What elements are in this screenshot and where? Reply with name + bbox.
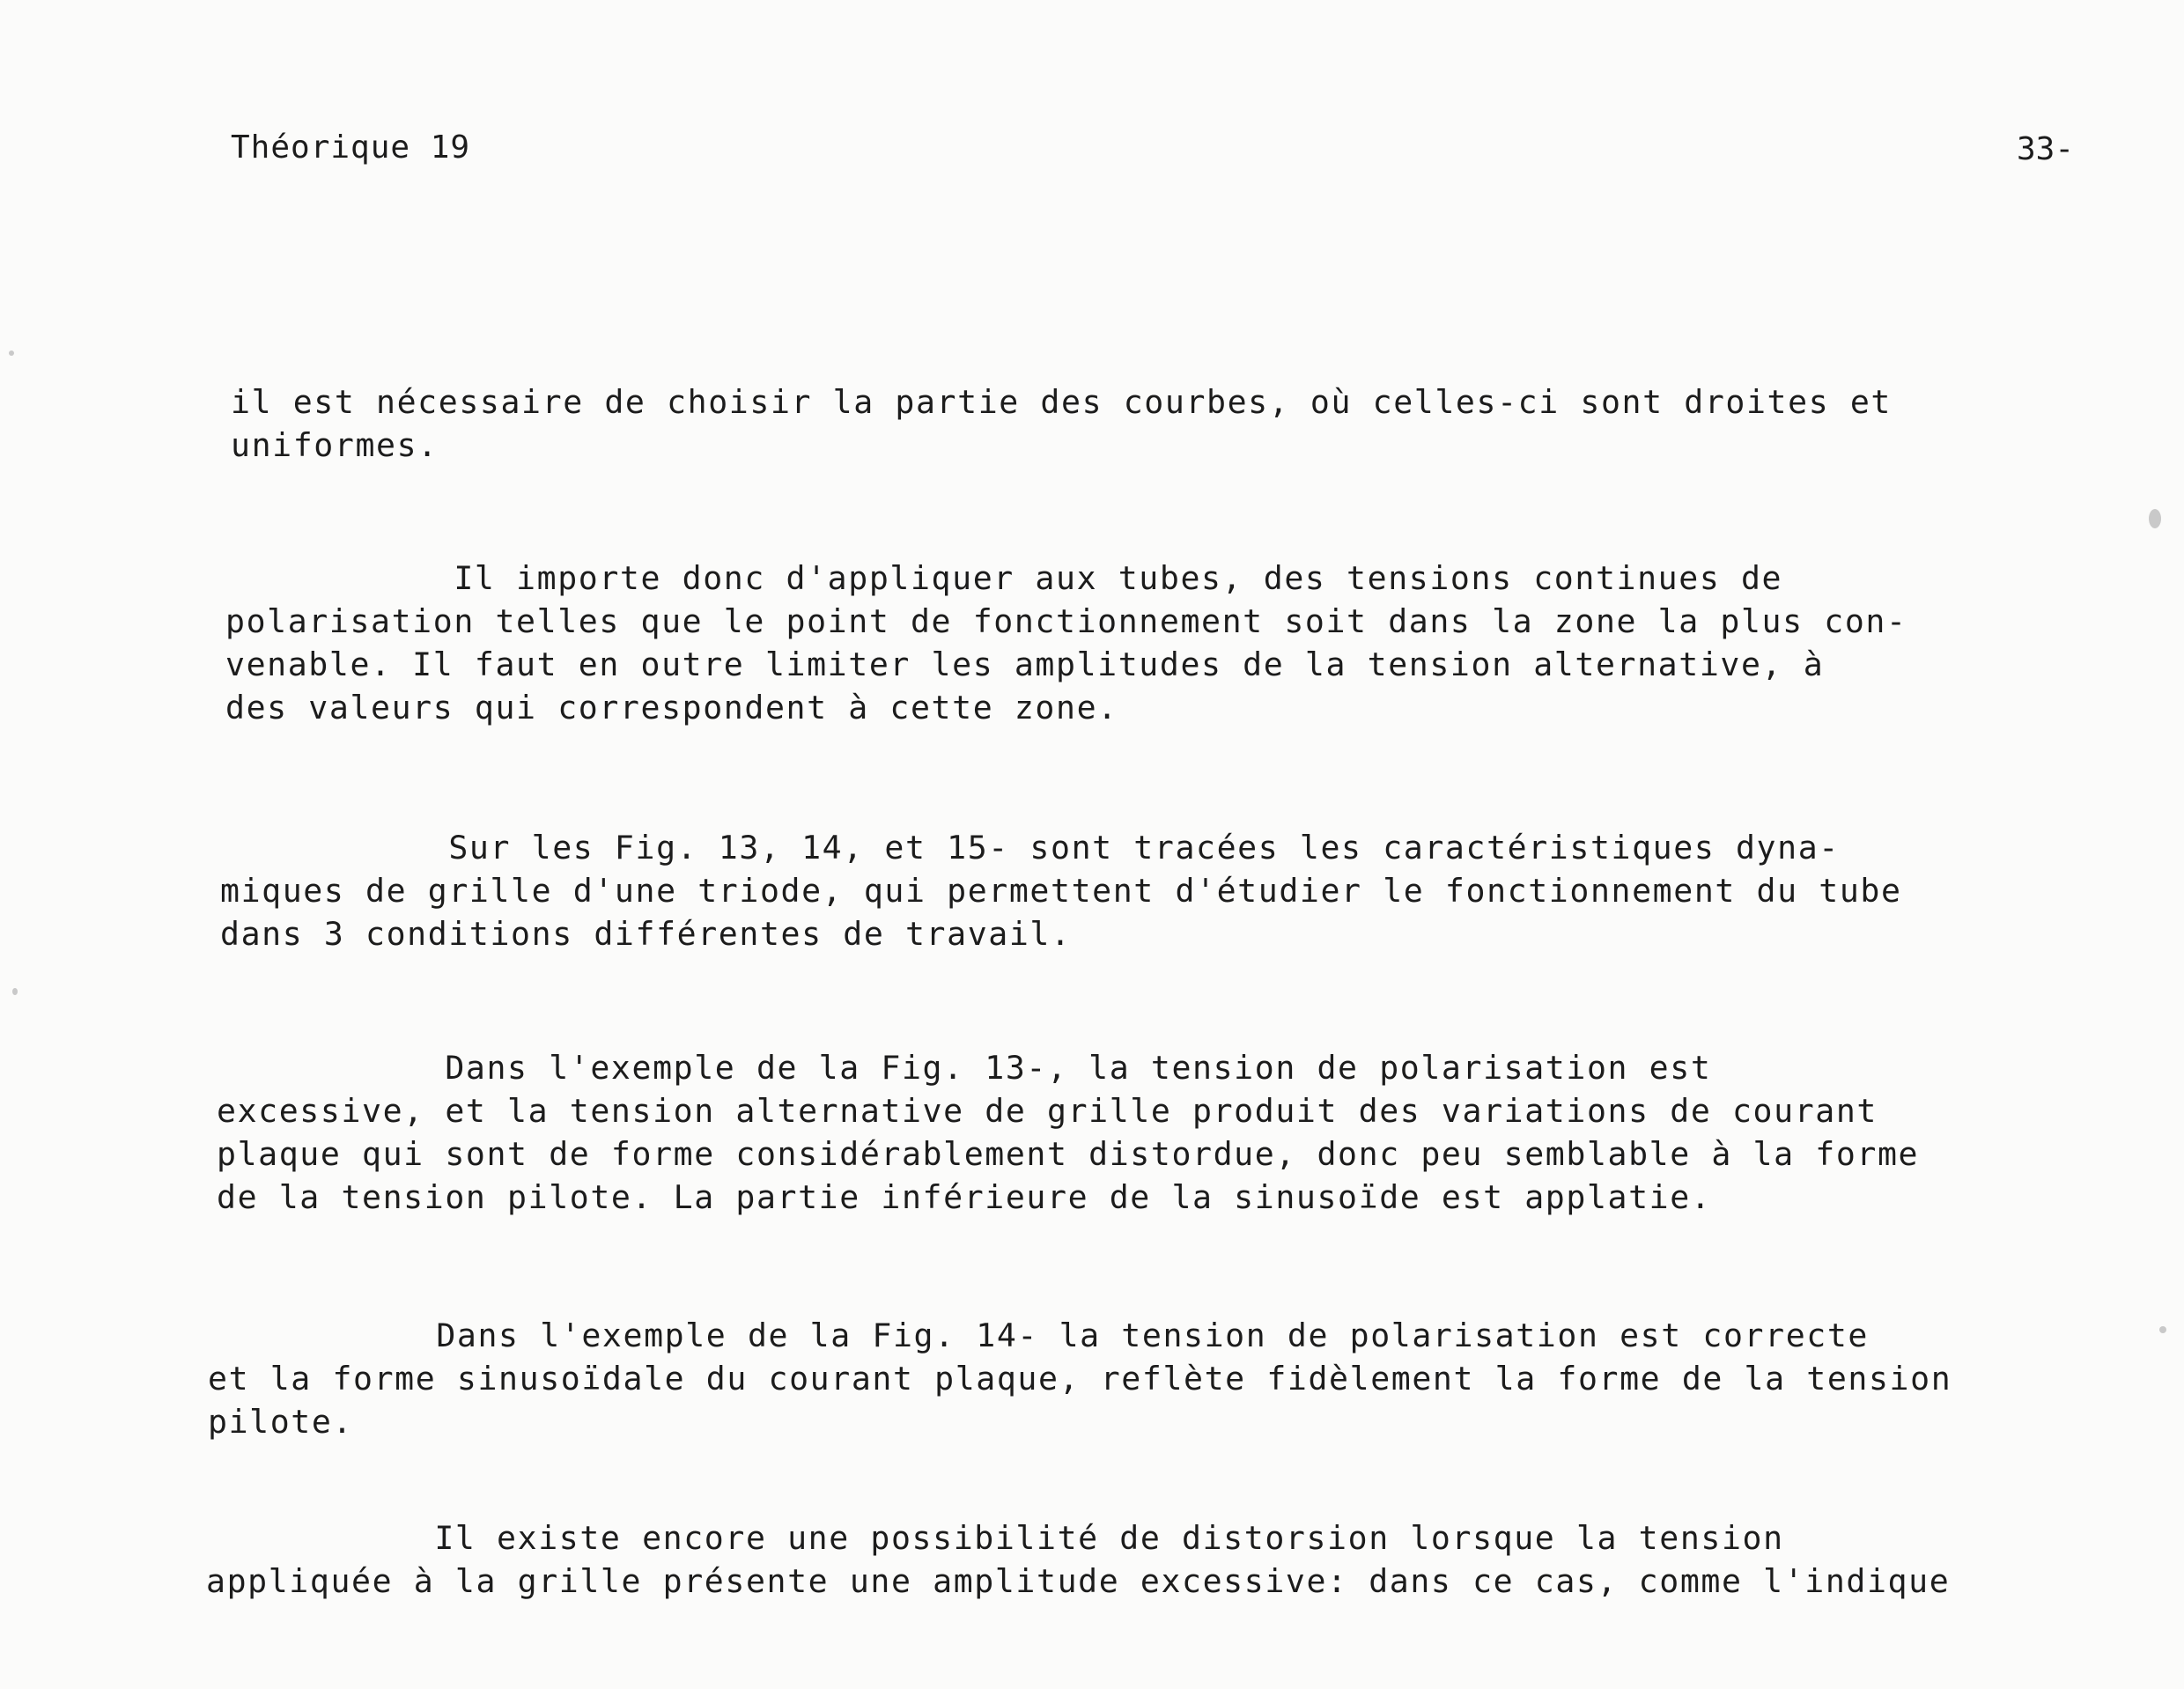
text-line: des valeurs qui correspondent à cette zone. <box>225 689 1118 726</box>
text-line: Dans l'exemple de la Fig. 14- la tension de polarisation est correcte <box>208 1317 1869 1354</box>
text-line: appliquée à la grille présente une amplitude excessive: dans ce cas, comme l'indique <box>206 1562 1951 1600</box>
text-line: venable. Il faut en outre limiter les amplitudes de la tension alternative, à <box>225 645 1825 683</box>
text-line: Il existe encore une possibilité de distorsion lorsque la tension <box>206 1519 1784 1557</box>
scan-speck <box>9 350 14 356</box>
page-number: 33- <box>2017 131 2075 167</box>
page-header-title: Théorique 19 <box>231 129 471 166</box>
scan-speck <box>2149 509 2161 528</box>
text-line: polarisation telles que le point de fonctionnement soit dans la zone la plus con- <box>225 602 1907 640</box>
scan-speck <box>12 988 18 995</box>
text-line: de la tension pilote. La partie inférieure de la sinusoïde est applatie. <box>217 1178 1712 1216</box>
text-line: excessive, et la tension alternative de grille produit des variations de courant <box>217 1092 1878 1130</box>
text-line: il est nécessaire de choisir la partie des courbes, où celles-ci sont droites et <box>231 383 1892 421</box>
text-line: et la forme sinusoïdale du courant plaque, reflète fidèlement la forme de la tension <box>208 1360 1952 1398</box>
text-line: Il importe donc d'appliquer aux tubes, des tensions continues de <box>225 559 1783 597</box>
text-line: Sur les Fig. 13, 14, et 15- sont tracées les caractéristiques dyna- <box>220 829 1840 867</box>
text-line: pilote. <box>208 1403 354 1441</box>
scan-speck <box>2159 1326 2166 1333</box>
text-line: Dans l'exemple de la Fig. 13-, la tension de polarisation est <box>217 1049 1712 1087</box>
text-line: miques de grille d'une triode, qui permettent d'étudier le fonctionnement du tube <box>220 872 1902 910</box>
paragraph-6 <box>206 1430 1950 1689</box>
text-line: plaque qui sont de forme considérablement distordue, donc peu semblable à la forme <box>217 1135 1920 1173</box>
text-line: uniformes. <box>231 426 439 464</box>
text-line: dans 3 conditions différentes de travail. <box>220 915 1072 953</box>
